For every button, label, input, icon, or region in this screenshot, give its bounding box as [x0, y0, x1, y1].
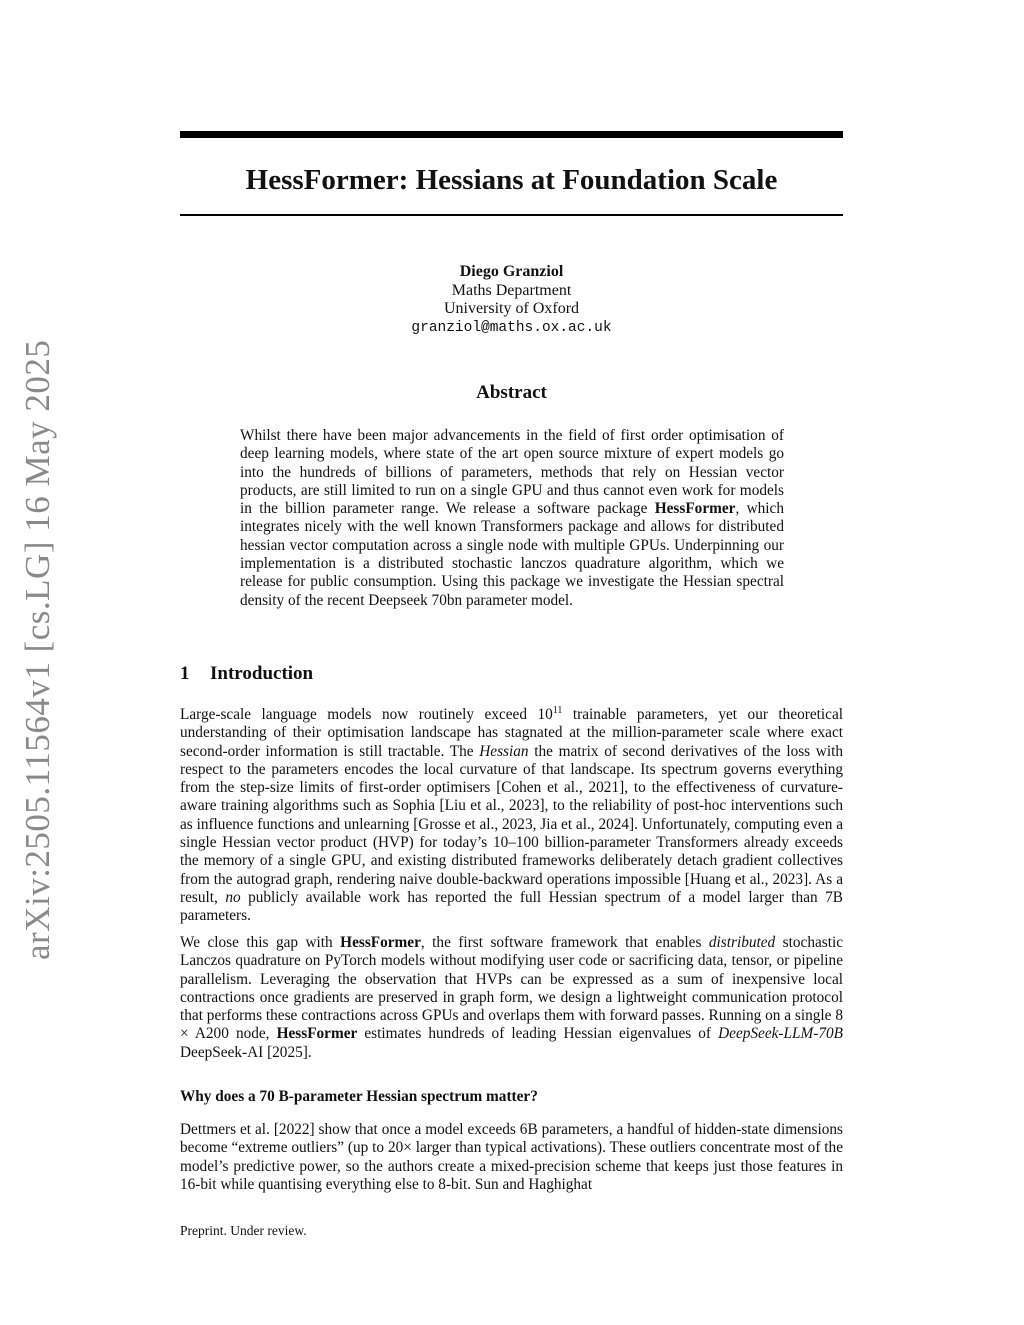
section-title: Introduction: [210, 663, 314, 684]
author-email: granziol@maths.ox.ac.uk: [411, 319, 612, 336]
intro-paragraph-2: We close this gap with HessFormer, the first software framework that enables distributed stochastic Lanczos quadrature on PyTorch models without modifying user code or sacrificing data, tensor, or pipeline parallelism. Leveraging the observation that HVPs can be expressed as a sum of inexpensive local contractions once gradients are preserved in graph form, we design a lightweight communication protocol that performs these contractions across GPUs and overlaps them with forward passes. Running on a single 8 × A200 node, HessFormer estimates hundreds of leading Hessian eigenvalues of DeepSeek-LLM-70B DeepSeek-AI [2025].: [180, 934, 843, 1061]
arxiv-identifier-stamp: arXiv:2505.11564v1 [cs.LG] 16 May 2025: [18, 339, 57, 960]
author-name: Diego Granziol: [459, 263, 564, 280]
abstract-text: Whilst there have been major advancements in the field of first order optimisation of deep learning models, where state of the art open source mixture of expert models go into the hundreds of billions of parameters, methods that rely on Hessian vector products, are still limited to run on a single GPU and thus cannot even work for models in the billion parameter range. We release a software package HessFormer, which integrates nicely with the well known Transformers package and allows for distributed hessian vector computation across a single node with multiple GPUs. Underpinning our implementation is a distributed stochastic lanczos quadrature algorithm, which we release for public consumption. Using this package we investigate the Hessian spectral density of the recent Deepseek 70bn parameter model.: [240, 427, 784, 609]
paragraph-subheading: Why does a 70 B-parameter Hessian spectrum matter?: [180, 1088, 538, 1105]
author-department: Maths Department: [451, 281, 572, 299]
section-number: 1: [180, 663, 190, 684]
title-top-rule: [180, 131, 843, 138]
section-heading-introduction: [180, 663, 313, 685]
footer-preprint-note: Preprint. Under review.: [180, 1223, 307, 1238]
intro-paragraph-3: Dettmers et al. [2022] show that once a model exceeds 6B parameters, a handful of hidden-state dimensions become “extreme outliers” (up to 20× larger than typical activations). These outliers concentrate most of the model’s predictive power, so the authors create a mixed-precision scheme that keeps just those features in 16-bit while quantising everything else to 8-bit. Sun and Haghighat: [180, 1121, 843, 1193]
author-institution: University of Oxford: [443, 300, 580, 317]
intro-paragraph-1: Large-scale language models now routinely exceed $10^{11}$ trainable parameters, yet our theoretical understanding of their optimisation landscape has stagnated at the million-parameter scale where exact second-order information is still tractable. The Hessian the matrix of second derivatives of the loss with respect to the parameters encodes the local curvature of that landscape. Its spectrum governs everything from the step-size limits of first-order optimisers [Cohen et al., 2021], to the effectiveness of curvature-aware training algorithms such as Sophia [Liu et al., 2023], to the reliability of post-hoc interventions such as influence functions and unlearning [Grosse et al., 2023, Jia et al., 2024]. Unfortunately, computing even a single Hessian vector product (HVP) for today’s 10–100 billion-parameter Transformers already exceeds the memory of a single GPU, and existing distributed frameworks deliberately detach gradient collectives from the autograd graph, rendering naive double-backward operations impossible [Huang et al., 2023]. As a result, no publicly available work has reported the full Hessian spectrum of a model larger than 7B parameters.: [180, 705, 843, 925]
title-bottom-rule: [180, 214, 843, 216]
author-block: [180, 263, 843, 337]
paper-title: HessFormer: Hessians at Foundation Scale: [245, 164, 778, 196]
abstract-heading: Abstract: [476, 382, 547, 403]
